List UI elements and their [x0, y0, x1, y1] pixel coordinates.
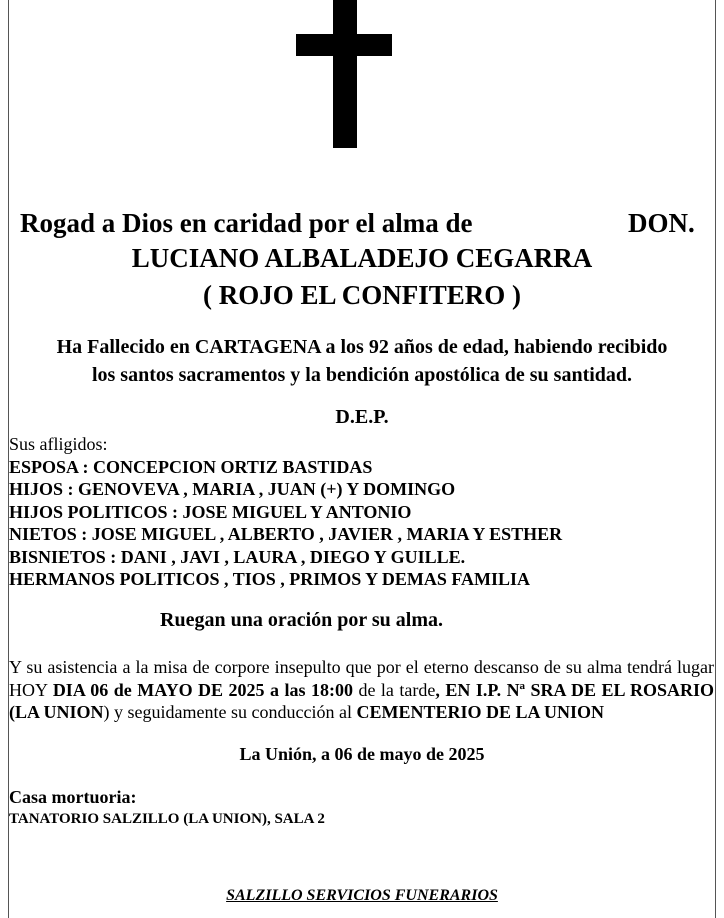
mass-church: , EN I.P. Nª SRA DE EL ROSARIO (LA UNION — [9, 679, 714, 722]
honorific-title: DON. — [628, 208, 695, 238]
funeral-service-name: SALZILLO SERVICIOS FUNERARIOS — [226, 887, 498, 904]
announcement-line-1: Ha Fallecido en CARTAGENA a los 92 años de edad, habiendo recibido — [56, 336, 668, 358]
mourners-line: HIJOS : GENOVEVA , MARIA , JUAN (+) Y DOMINGO — [9, 479, 456, 499]
mass-text: Y su asistencia a la misa de corpore insepulto que por el eterno descanso de su alma tendrá lugar HOY — [9, 657, 714, 700]
mass-datetime: DIA 06 de MAYO DE 2025 a las 18:00 — [52, 679, 353, 700]
mourners-intro: Sus afligidos: — [9, 434, 108, 454]
heading-line: Rogad a Dios en caridad por el alma de — [20, 208, 473, 238]
mourners-line: BISNIETOS : DANI , JAVI , LAURA , DIEGO Y GUILLE. — [9, 546, 466, 567]
funeral-home-value: TANATORIO SALZILLO (LA UNION), SALA 2 — [9, 811, 325, 827]
mass-text: de la tarde — [352, 679, 436, 700]
prayer-request: Ruegan una oración por su alma. — [160, 609, 444, 631]
mourners-line: ESPOSA : CONCEPCION ORTIZ BASTIDAS — [9, 456, 373, 477]
deceased-nickname: ( ROJO EL CONFITERO ) — [202, 280, 522, 310]
mass-cemetery: CEMENTERIO DE LA UNION — [356, 702, 604, 722]
deceased-name: LUCIANO ALBALADEJO CEGARRA — [131, 243, 593, 273]
mourners-list — [9, 433, 562, 591]
mass-text: ) y seguidamente su conducción al — [103, 702, 357, 722]
mourners-line: HERMANOS POLITICOS , TIOS , PRIMOS Y DEMAS FAMILIA — [9, 569, 531, 589]
mourners-line: HIJOS POLITICOS : JOSE MIGUEL Y ANTONIO — [9, 501, 412, 522]
cross-icon — [0, 0, 724, 150]
announcement-line-2: los santos sacramentos y la bendición apostólica de su santidad. — [91, 364, 633, 386]
dep-text: D.E.P. — [335, 406, 389, 428]
mourners-line: NIETOS : JOSE MIGUEL , ALBERTO , JAVIER , MARIA Y ESTHER — [9, 524, 563, 544]
mass-paragraph — [9, 656, 714, 724]
funeral-home-label: Casa mortuoria: — [9, 787, 137, 807]
place-date: La Unión, a 06 de mayo de 2025 — [239, 744, 485, 764]
